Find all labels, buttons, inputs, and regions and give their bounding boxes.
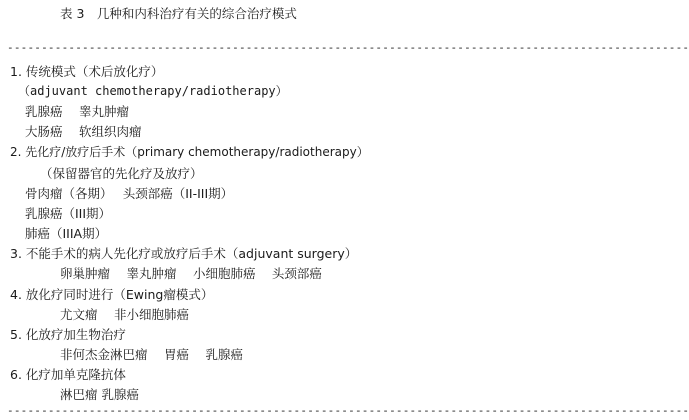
section-1-heading: 1. 传统模式（术后放化疗） — [10, 64, 164, 79]
section-4-item-1: 尤文瘤 非小细胞肺癌 — [60, 307, 189, 322]
section-1-subtitle: （adjuvant chemotherapy/radiotherapy） — [18, 84, 288, 98]
section-2-subtitle: （保留器官的先化疗及放疗） — [40, 166, 203, 181]
section-4-heading: 4. 放化疗同时进行（Ewing瘤模式） — [10, 287, 214, 302]
section-6-item-1: 淋巴瘤 乳腺癌 — [60, 387, 139, 402]
section-2-item-3: 肺癌（IIIA期） — [25, 226, 108, 241]
section-6-heading: 6. 化疗加单克隆抗体 — [10, 367, 126, 382]
bottom-rule: ---------------------------------------------------------------------------------------------------- — [7, 404, 689, 417]
section-5-heading: 5. 化放疗加生物治疗 — [10, 327, 126, 342]
section-5-item-1: 非何杰金淋巴瘤 胃癌 乳腺癌 — [60, 347, 243, 362]
section-2-item-1: 骨肉瘤（各期） 头颈部癌（II-III期） — [25, 186, 234, 201]
section-2-item-2: 乳腺癌（III期） — [25, 206, 112, 221]
section-1-item-1: 乳腺癌 睾丸肿瘤 — [25, 104, 129, 119]
section-1-item-2: 大肠癌 软组织肉瘤 — [25, 124, 142, 139]
top-rule: ---------------------------------------------------------------------------------------------------- — [7, 41, 689, 54]
section-3-item-1: 卵巢肿瘤 睾丸肿瘤 小细胞肺癌 头颈部癌 — [60, 266, 322, 281]
section-3-heading: 3. 不能手术的病人先化疗或放疗后手术（adjuvant surgery） — [10, 246, 358, 261]
table-title: 表 3 几种和内科治疗有关的综合治疗模式 — [60, 6, 297, 21]
section-2-heading: 2. 先化疗/放疗后手术（primary chemotherapy/radiotherapy） — [10, 145, 369, 159]
